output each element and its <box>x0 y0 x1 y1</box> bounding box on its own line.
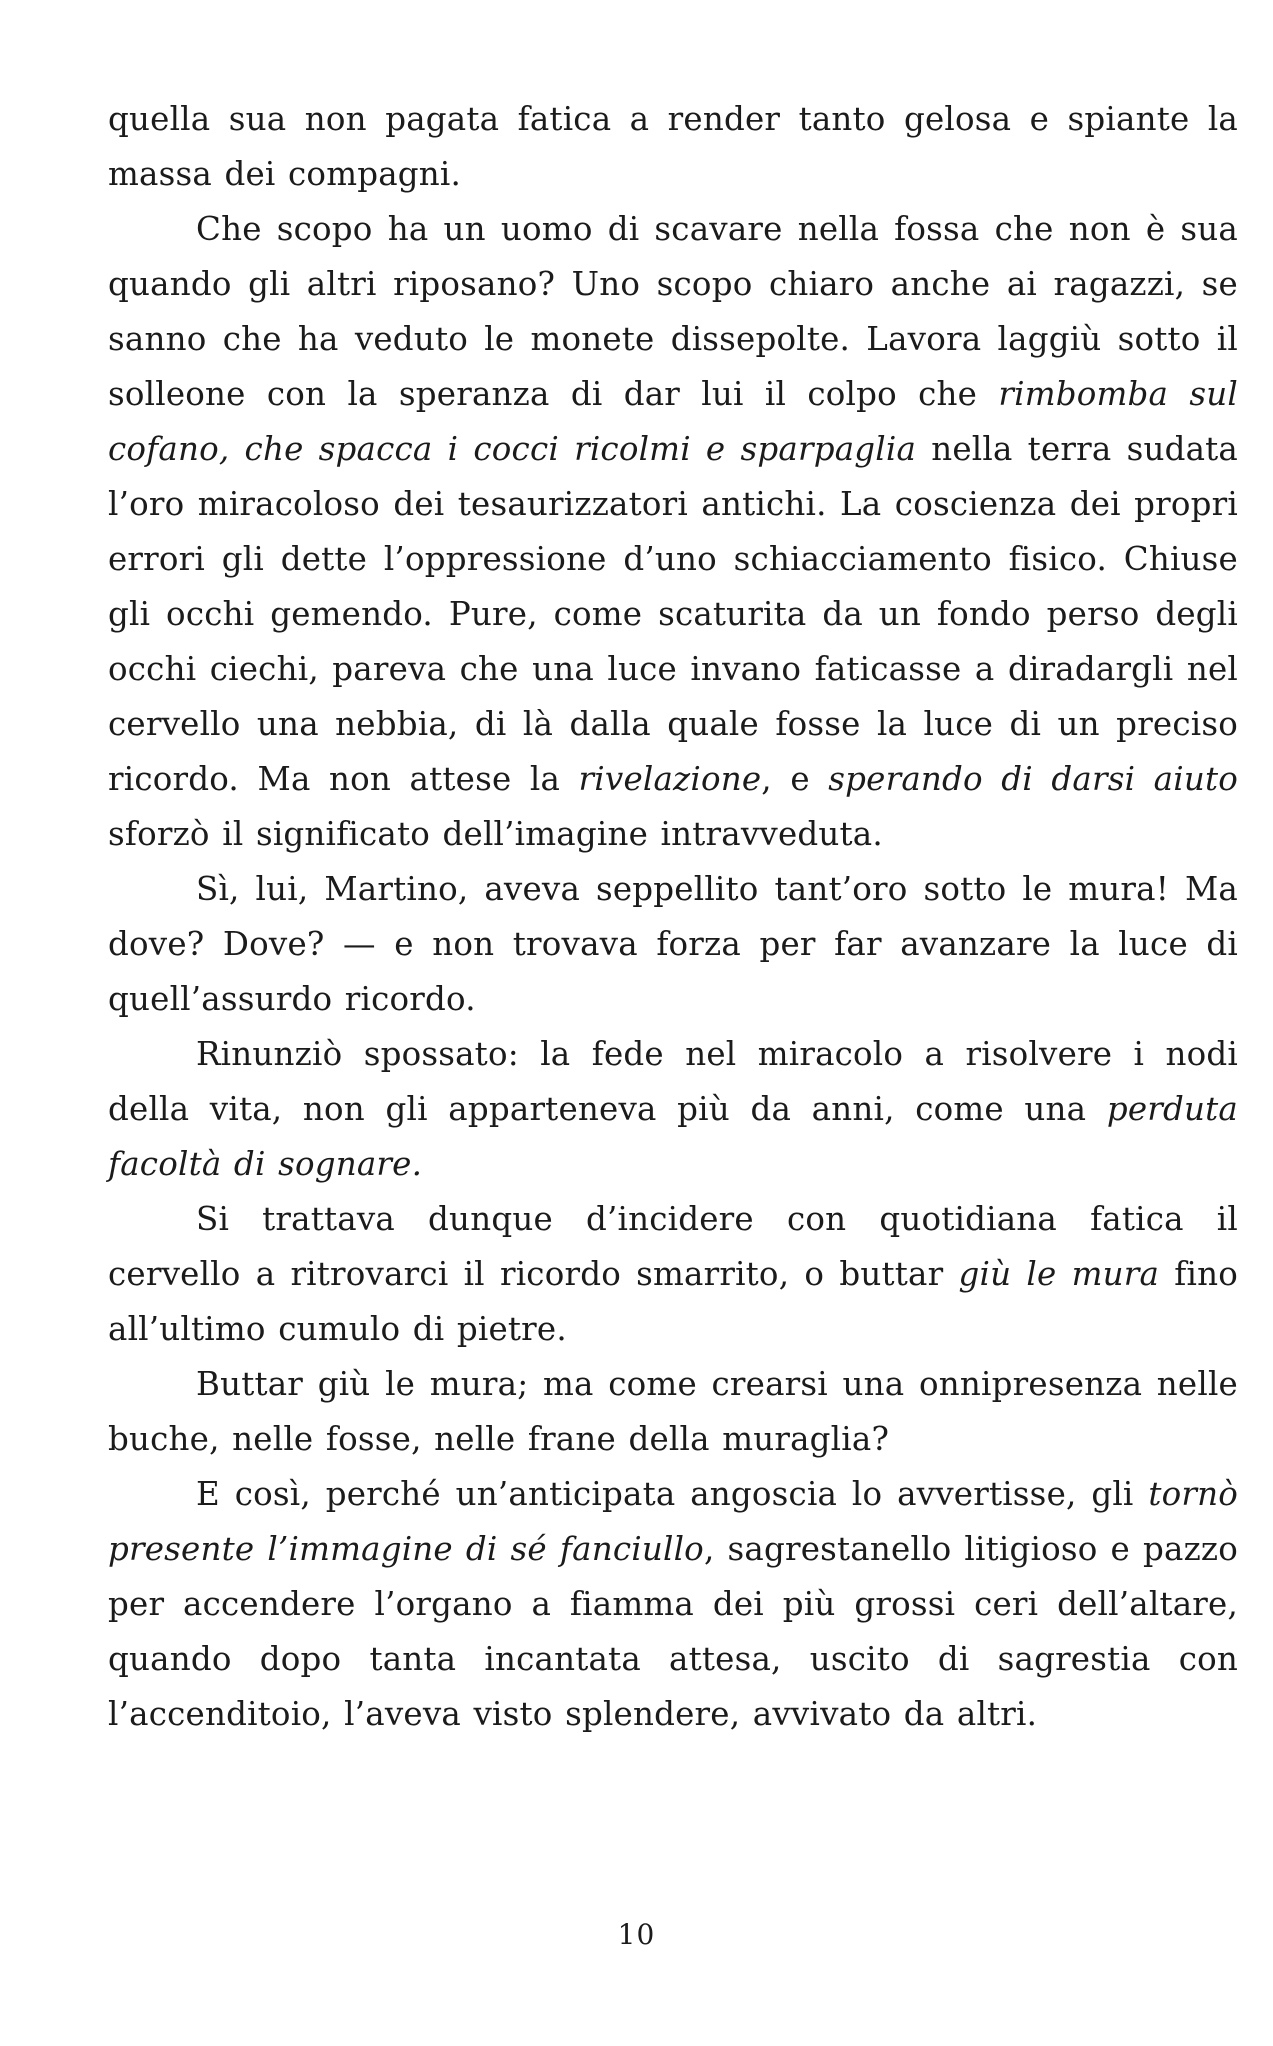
italic-text: rivelazione <box>578 760 762 798</box>
text-run: Sì, lui, Martino, aveva seppellito tant’oro sotto le mura! Ma dove? Dove? — e non trovava forza per far avanzare la luce di quell’assurdo ricordo. <box>108 870 1238 1018</box>
italic-text: rimbomba sul cofano, che spacca i cocci ricolmi e sparpaglia <box>108 375 1238 468</box>
text-run: , sagrestanello litigioso e pazzo per accendere l’organo a fiamma dei più grossi ceri dell’altare, quando dopo tanta incantata attesa, uscito di sagrestia con l’accenditoio, l’aveva visto splendere, avvivato da altri. <box>108 1530 1239 1733</box>
text-run: Rinunziò spossato: la fede nel miracolo a risolvere i nodi della vita, non gli apparteneva più da anni, come una <box>108 1035 1238 1128</box>
paragraph <box>108 1027 1238 1192</box>
text-run: quella sua non pagata fatica a render tanto gelosa e spiante la massa dei compagni. <box>108 100 1238 193</box>
paragraph <box>108 1192 1238 1357</box>
paragraph <box>108 202 1238 862</box>
body-text <box>108 92 1238 1742</box>
paragraph <box>108 1357 1238 1467</box>
text-run: E così, perché un’anticipata angoscia lo avvertisse, gli <box>196 1475 1149 1513</box>
text-run: Buttar giù le mura; ma come crearsi una onnipresenza nelle buche, nelle fosse, nelle frane della muraglia? <box>108 1365 1238 1458</box>
text-run: fino all’ultimo cumulo di pietre. <box>108 1255 1238 1348</box>
italic-text: giù le mura <box>958 1255 1160 1293</box>
text-run: , e <box>761 760 829 798</box>
italic-text: perduta facoltà di sognare. <box>108 1090 1238 1183</box>
text-run: sforzò il significato dell’imagine intravveduta. <box>108 815 883 853</box>
text-run: Che scopo ha un uomo di scavare nella fossa che non è sua quando gli altri riposano? Uno scopo chiaro anche ai ragazzi, se sanno che ha veduto le monete dissepolte. Lavora laggiù sotto il solleone con la speranza di dar lui il colpo che <box>108 210 1238 413</box>
text-run: Si trattava dunque d’incidere con quotidiana fatica il cervello a ritrovarci il ricordo smarrito, o buttar <box>108 1200 1238 1293</box>
paragraph <box>108 1467 1238 1742</box>
paragraph <box>108 92 1238 202</box>
italic-text: tornò presente l’immagine di sé fanciullo <box>108 1475 1238 1568</box>
page-number: 10 <box>617 1918 656 1951</box>
italic-text: sperando di darsi aiuto <box>828 760 1239 798</box>
paragraph <box>108 862 1238 1027</box>
text-run: nella terra sudata l’oro miracoloso dei tesaurizzatori antichi. La coscienza dei propri errori gli dette l’oppressione d’uno schiacciamento fisico. Chiuse gli occhi gemendo. Pure, come scaturita da un fondo perso degli occhi ciechi, pareva che una luce invano faticasse a diradargli nel cervello una nebbia, di là dalla quale fosse la luce di un preciso ricordo. Ma non attese la <box>108 430 1238 798</box>
